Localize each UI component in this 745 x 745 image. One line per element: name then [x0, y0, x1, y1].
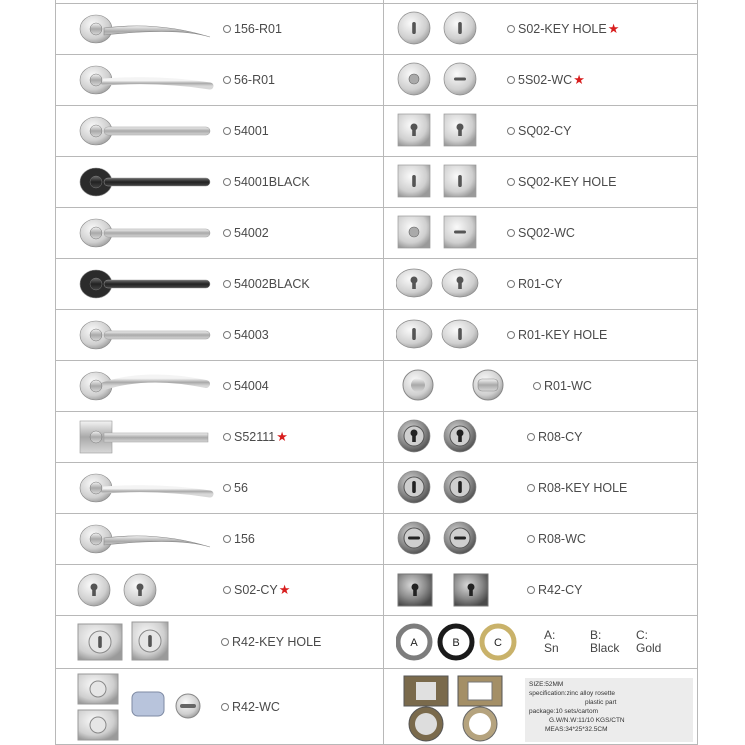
product-code: R08-CY	[538, 429, 583, 444]
bullet-ring-icon	[223, 382, 231, 390]
square-keyhole-rosette-icon	[396, 163, 496, 199]
product-code: S02-KEY HOLE	[518, 21, 607, 36]
product-label	[507, 328, 607, 342]
product-code: 54001	[234, 123, 269, 138]
product-code: R01-KEY HOLE	[518, 327, 608, 342]
product-cell-left	[56, 462, 383, 513]
catalog-row	[56, 360, 698, 411]
product-cell-right	[384, 411, 698, 462]
product-cell-right	[384, 156, 698, 207]
bullet-ring-icon	[223, 127, 231, 135]
product-cell-left	[56, 309, 383, 360]
product-label	[223, 22, 282, 36]
product-label	[527, 532, 586, 546]
product-cell-right	[384, 462, 698, 513]
product-label	[223, 379, 269, 393]
bullet-ring-icon	[221, 703, 229, 711]
oval-keyhole-rosette-icon	[396, 316, 506, 352]
spec-weight: G.W/N.W:11/10 KGS/CTN	[549, 717, 625, 724]
round-keyhole-rosette-icon	[396, 10, 496, 46]
bullet-ring-icon	[223, 76, 231, 84]
product-label	[221, 700, 280, 714]
product-code: R01-CY	[518, 276, 563, 291]
lever-handle-twist-icon	[78, 11, 218, 47]
bullet-ring-icon	[223, 586, 231, 594]
product-code: R42-CY	[538, 582, 583, 597]
catalog-row	[56, 258, 698, 309]
round-cylinder-rosette-icon	[396, 418, 496, 454]
product-label	[223, 73, 275, 87]
product-cell-right	[384, 105, 698, 156]
square-wc-rosette-icon	[396, 214, 496, 250]
catalog-row	[56, 615, 698, 668]
product-code: R42-KEY HOLE	[232, 634, 322, 649]
product-label	[507, 226, 575, 240]
product-code: 56-R01	[234, 72, 275, 87]
catalog-row	[56, 462, 698, 513]
bullet-ring-icon	[533, 382, 541, 390]
product-cell-left	[56, 668, 383, 745]
product-cell-left	[56, 411, 383, 462]
bullet-ring-icon	[527, 433, 535, 441]
catalog-row	[56, 564, 698, 615]
product-label	[223, 277, 310, 291]
catalog-row	[56, 207, 698, 258]
svg-text:B: B	[452, 636, 460, 649]
product-label	[507, 72, 585, 88]
product-code: 56	[234, 480, 248, 495]
product-code: 156-R01	[234, 21, 282, 36]
product-label	[223, 481, 248, 495]
product-label	[527, 430, 582, 444]
product-code: R08-WC	[538, 531, 586, 546]
bullet-ring-icon	[507, 25, 515, 33]
product-cell-left	[56, 513, 383, 564]
lever-handle-twist-icon	[78, 521, 218, 557]
product-label	[223, 226, 269, 240]
product-code: SQ02-KEY HOLE	[518, 174, 617, 189]
round-cylinder-rosette-flat-icon	[76, 572, 176, 608]
bullet-ring-icon	[507, 178, 515, 186]
spec-plastic: plastic part	[585, 699, 617, 706]
product-label	[507, 124, 572, 138]
product-cell-left	[56, 105, 383, 156]
product-label	[533, 379, 592, 393]
bullet-ring-icon	[223, 178, 231, 186]
lever-handle-u-icon	[78, 215, 218, 251]
product-cell-left	[56, 54, 383, 105]
bullet-ring-icon	[507, 76, 515, 84]
oval-cylinder-rosette-icon	[396, 265, 506, 301]
product-cell-right	[384, 207, 698, 258]
bullet-ring-icon	[223, 484, 231, 492]
product-cell-right	[384, 54, 698, 105]
product-label	[507, 277, 562, 291]
product-cell-left	[56, 207, 383, 258]
svg-text:A: A	[410, 636, 418, 649]
product-cell-right	[384, 564, 698, 615]
finish-code: A:	[544, 628, 556, 642]
product-label	[223, 328, 269, 342]
bullet-ring-icon	[507, 127, 515, 135]
finish-name: Sn	[544, 641, 559, 655]
product-code: 54001BLACK	[234, 174, 310, 189]
product-code: 54002BLACK	[234, 276, 310, 291]
product-cell-left	[56, 615, 383, 668]
catalog-row	[56, 411, 698, 462]
bullet-ring-icon	[507, 229, 515, 237]
product-cell-left	[56, 156, 383, 207]
product-code: 156	[234, 531, 255, 546]
bullet-ring-icon	[223, 25, 231, 33]
round-keyhole-rosette-dark-icon	[396, 469, 496, 505]
lever-handle-curved-icon	[78, 470, 218, 506]
product-cell-right	[384, 309, 698, 360]
product-cell-right	[384, 513, 698, 564]
catalog-row	[56, 3, 698, 54]
square-cylinder-plate-icon	[396, 571, 506, 609]
product-label	[507, 175, 616, 189]
finish-legend-item	[636, 629, 661, 655]
lever-handle-straight-icon	[78, 113, 218, 149]
finish-code: C:	[636, 628, 648, 642]
product-cell-right	[384, 258, 698, 309]
bullet-ring-icon	[221, 638, 229, 646]
product-code: S02-CY	[234, 582, 278, 597]
product-label	[223, 532, 255, 546]
product-label	[223, 582, 290, 598]
lever-handle-square-icon	[78, 419, 218, 455]
product-code: 54003	[234, 327, 269, 342]
spec-size: SIZE:52MM	[529, 681, 564, 688]
product-code: 54002	[234, 225, 269, 240]
product-cell-left	[56, 360, 383, 411]
product-label	[223, 124, 269, 138]
product-label	[223, 175, 310, 189]
finish-name: Black	[590, 641, 620, 655]
round-wc-rosette-dark-icon	[396, 520, 496, 556]
product-code: R08-KEY HOLE	[538, 480, 628, 495]
rosette-parts-icon	[402, 674, 512, 744]
square-keyhole-plate-icon	[76, 620, 186, 664]
product-cell-right	[384, 3, 698, 54]
product-label	[223, 429, 288, 445]
bullet-ring-icon	[527, 586, 535, 594]
product-cell-right	[384, 615, 698, 668]
finish-code: B:	[590, 628, 602, 642]
catalog-row	[56, 513, 698, 564]
product-cell-right	[384, 360, 698, 411]
product-code: S52111	[234, 429, 276, 444]
spec-package: package:10 sets/cartom	[529, 708, 599, 715]
catalog-row	[56, 54, 698, 105]
lever-handle-wave-icon	[78, 368, 218, 404]
product-code: R01-WC	[544, 378, 592, 393]
bullet-ring-icon	[507, 331, 515, 339]
bullet-ring-icon	[223, 331, 231, 339]
product-cell-left	[56, 564, 383, 615]
product-label	[527, 583, 582, 597]
bullet-ring-icon	[223, 433, 231, 441]
square-cylinder-rosette-icon	[396, 112, 496, 148]
finish-legend-item	[590, 629, 619, 655]
product-code: SQ02-CY	[518, 123, 572, 138]
bullet-ring-icon	[223, 229, 231, 237]
bullet-ring-icon	[527, 484, 535, 492]
featured-star-icon: ★	[278, 581, 291, 597]
bullet-ring-icon	[507, 280, 515, 288]
product-label	[221, 635, 321, 649]
product-code: 54004	[234, 378, 269, 393]
spec-material: specification:zinc alloy rosette	[529, 690, 615, 697]
finish-name: Gold	[636, 641, 662, 655]
bullet-ring-icon	[223, 535, 231, 543]
finish-legend-item	[544, 629, 559, 655]
product-code: 5S02-WC	[518, 72, 573, 87]
lever-handle-black-icon	[78, 164, 218, 200]
square-wc-plate-icon	[76, 672, 216, 742]
product-code: SQ02-WC	[518, 225, 575, 240]
product-cell-left	[56, 258, 383, 309]
bullet-ring-icon	[527, 535, 535, 543]
spec-meas: MEAS:34*25*32.5CM	[545, 726, 608, 733]
product-code: R42-WC	[232, 699, 280, 714]
catalog-row	[56, 156, 698, 207]
knob-wc-turn-icon	[396, 367, 526, 403]
spec-box	[525, 678, 693, 742]
svg-text:C: C	[494, 636, 502, 649]
lever-handle-curved-icon	[78, 62, 218, 98]
finish-swatches-icon	[396, 622, 536, 662]
catalog-row	[56, 105, 698, 156]
product-label	[507, 21, 619, 37]
featured-star-icon: ★	[276, 428, 288, 444]
product-label	[527, 481, 627, 495]
round-wc-rosette-icon	[396, 61, 496, 97]
product-cell-left	[56, 3, 383, 54]
lever-handle-straight-icon	[78, 317, 218, 353]
lever-handle-u-black-icon	[78, 266, 218, 302]
catalog-row	[56, 309, 698, 360]
bullet-ring-icon	[223, 280, 231, 288]
featured-star-icon: ★	[607, 20, 620, 36]
featured-star-icon: ★	[573, 71, 585, 87]
